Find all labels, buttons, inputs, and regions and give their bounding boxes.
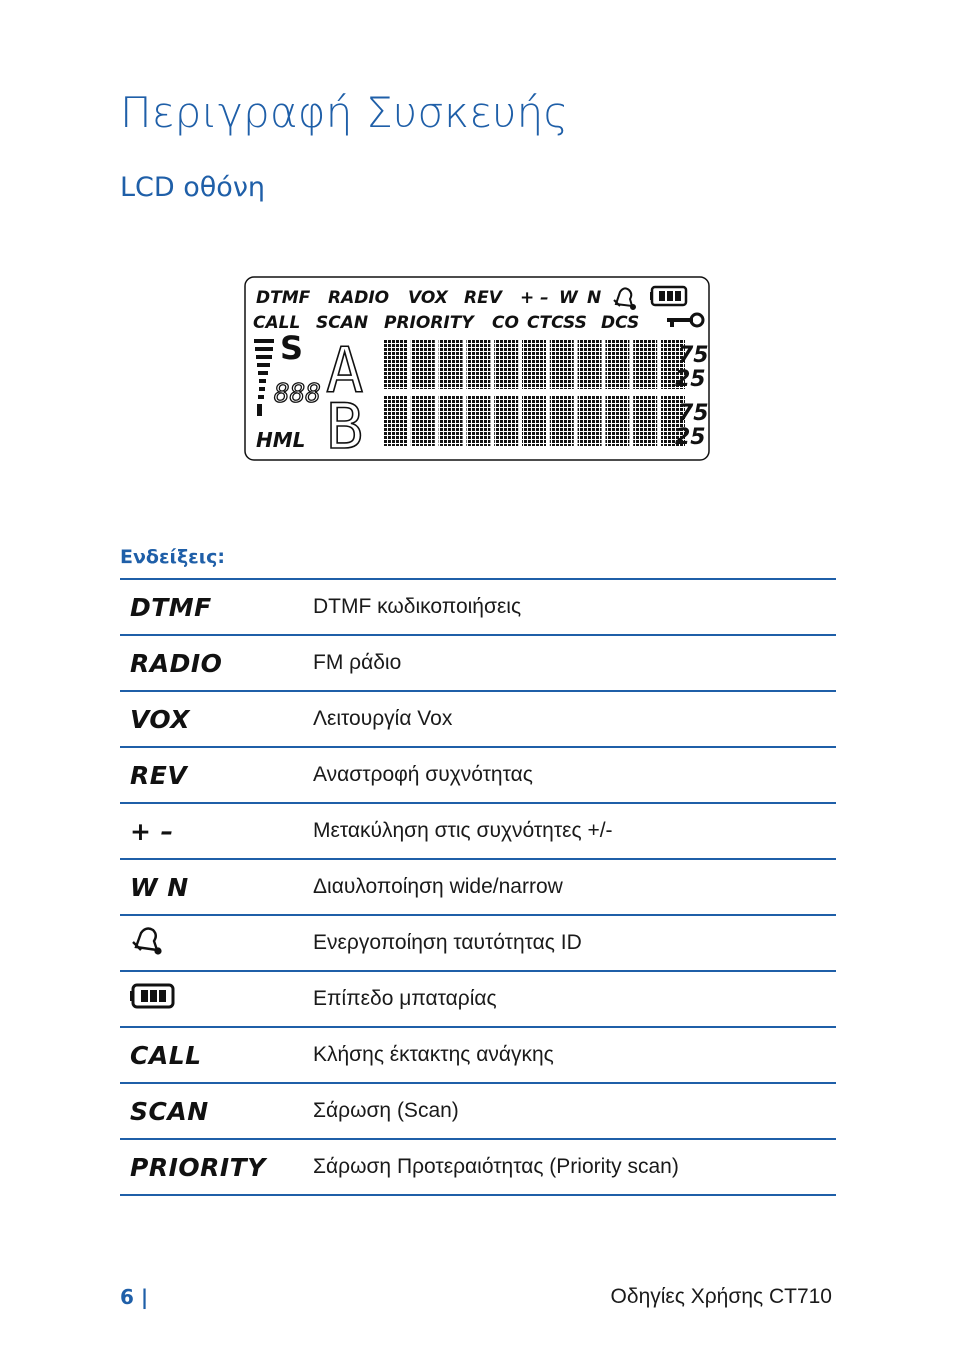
lcd-dot-matrix-cell	[411, 339, 435, 389]
document-title: Οδηγίες Χρήσης CT710	[610, 1285, 832, 1308]
lcd-plus-minus: + –	[520, 288, 549, 308]
lcd-s-label: S	[280, 329, 304, 367]
lcd-dot-matrix-cell	[578, 339, 602, 389]
indicator-row	[120, 579, 836, 635]
lcd-call: CALL	[253, 313, 301, 333]
lcd-dot-matrix-cell	[439, 339, 463, 389]
lcd-dot-matrix-cell	[439, 396, 463, 446]
lcd-dot-matrix-cell	[550, 396, 574, 446]
indicator-symbol	[120, 971, 313, 1027]
lcd-num-a-top: 75	[678, 343, 709, 368]
section-subtitle: LCD οθόνη	[120, 172, 266, 203]
indicator-symbol: RADIO	[120, 635, 313, 691]
lcd-dot-matrix-cell	[633, 396, 657, 446]
indicator-description: Επίπεδο μπαταρίας	[313, 971, 836, 1027]
lcd-dot-matrix-cell	[494, 339, 518, 389]
lcd-dot-matrix-row-a	[383, 339, 685, 389]
indicator-symbol: + –	[120, 803, 313, 859]
lcd-rev: REV	[464, 288, 502, 308]
lcd-dot-matrix-cell	[466, 339, 490, 389]
lcd-dot-matrix-cell	[522, 396, 546, 446]
indicators-table	[120, 578, 836, 1196]
indicator-description: Σάρωση Προτεραιότητας (Priority scan)	[313, 1139, 836, 1195]
lcd-dot-matrix-cell	[466, 396, 490, 446]
indicator-description: Αναστροφή συχνότητας	[313, 747, 836, 803]
lcd-num-b-top: 75	[678, 401, 709, 426]
indicator-symbol: W N	[120, 859, 313, 915]
lcd-dot-matrix-cell	[633, 339, 657, 389]
battery-icon	[130, 987, 176, 1016]
lcd-dot-matrix-cell	[522, 339, 546, 389]
lcd-dot-matrix-cell	[411, 396, 435, 446]
lcd-priority: PRIORITY	[384, 313, 474, 333]
indicator-row	[120, 915, 836, 971]
lcd-n: N	[587, 288, 602, 308]
lcd-dot-matrix-cell	[605, 396, 629, 446]
indicator-symbol	[120, 915, 313, 971]
indicator-symbol: PRIORITY	[120, 1139, 313, 1195]
lcd-dot-matrix-cell	[605, 339, 629, 389]
page-number: 6 |	[120, 1285, 149, 1309]
lcd-dot-matrix-cell	[494, 396, 518, 446]
indicator-row	[120, 803, 836, 859]
lcd-small-digits: 888	[274, 379, 321, 409]
lcd-num-a-bottom: 25	[675, 367, 706, 392]
indicator-row	[120, 1139, 836, 1195]
lcd-dot-matrix-cell	[383, 396, 407, 446]
indicator-description: Ενεργοποίηση ταυτότητας ID	[313, 915, 836, 971]
page-title: Περιγραφή Συσκευής	[120, 88, 569, 137]
indicator-description: FM ράδιο	[313, 635, 836, 691]
lcd-num-b-bottom: 25	[675, 425, 706, 450]
indicator-symbol: REV	[120, 747, 313, 803]
lcd-dcs: DCS	[601, 313, 640, 333]
indicator-row	[120, 691, 836, 747]
indicator-description: DTMF κωδικοποιήσεις	[313, 579, 836, 635]
indicator-symbol: SCAN	[120, 1083, 313, 1139]
indicator-row	[120, 1083, 836, 1139]
indicator-description: Κλήσης έκτακτης ανάγκης	[313, 1027, 836, 1083]
indicator-description: Διαυλοποίηση wide/narrow	[313, 859, 836, 915]
indicator-symbol: CALL	[120, 1027, 313, 1083]
indicator-row	[120, 747, 836, 803]
indicator-row	[120, 635, 836, 691]
lcd-display-diagram	[244, 276, 710, 461]
lcd-ctcss: CTCSS	[527, 313, 587, 333]
lcd-vox: VOX	[408, 288, 448, 308]
lcd-scan: SCAN	[316, 313, 369, 333]
lcd-co: CO	[492, 313, 519, 333]
lcd-dot-matrix-cell	[578, 396, 602, 446]
lcd-dot-matrix-cell	[550, 339, 574, 389]
indicator-symbol: VOX	[120, 691, 313, 747]
lcd-channel-b: B	[326, 390, 364, 461]
indicators-label: Ενδείξεις:	[120, 546, 226, 568]
lcd-power-label: HML	[256, 428, 306, 452]
lcd-dot-matrix-cell	[383, 339, 407, 389]
indicator-row	[120, 971, 836, 1027]
indicator-row	[120, 1027, 836, 1083]
bell-icon	[130, 932, 164, 961]
lcd-radio: RADIO	[328, 288, 390, 308]
indicator-symbol: DTMF	[120, 579, 313, 635]
indicator-description: Σάρωση (Scan)	[313, 1083, 836, 1139]
lcd-w: W	[559, 288, 578, 308]
lcd-channel-a: A	[326, 334, 364, 407]
indicator-row	[120, 859, 836, 915]
lcd-dot-matrix-row-b	[383, 396, 685, 446]
lcd-dtmf: DTMF	[256, 288, 311, 308]
indicator-description: Μετακύληση στις συχνότητες +/-	[313, 803, 836, 859]
indicator-description: Λειτουργία Vox	[313, 691, 836, 747]
